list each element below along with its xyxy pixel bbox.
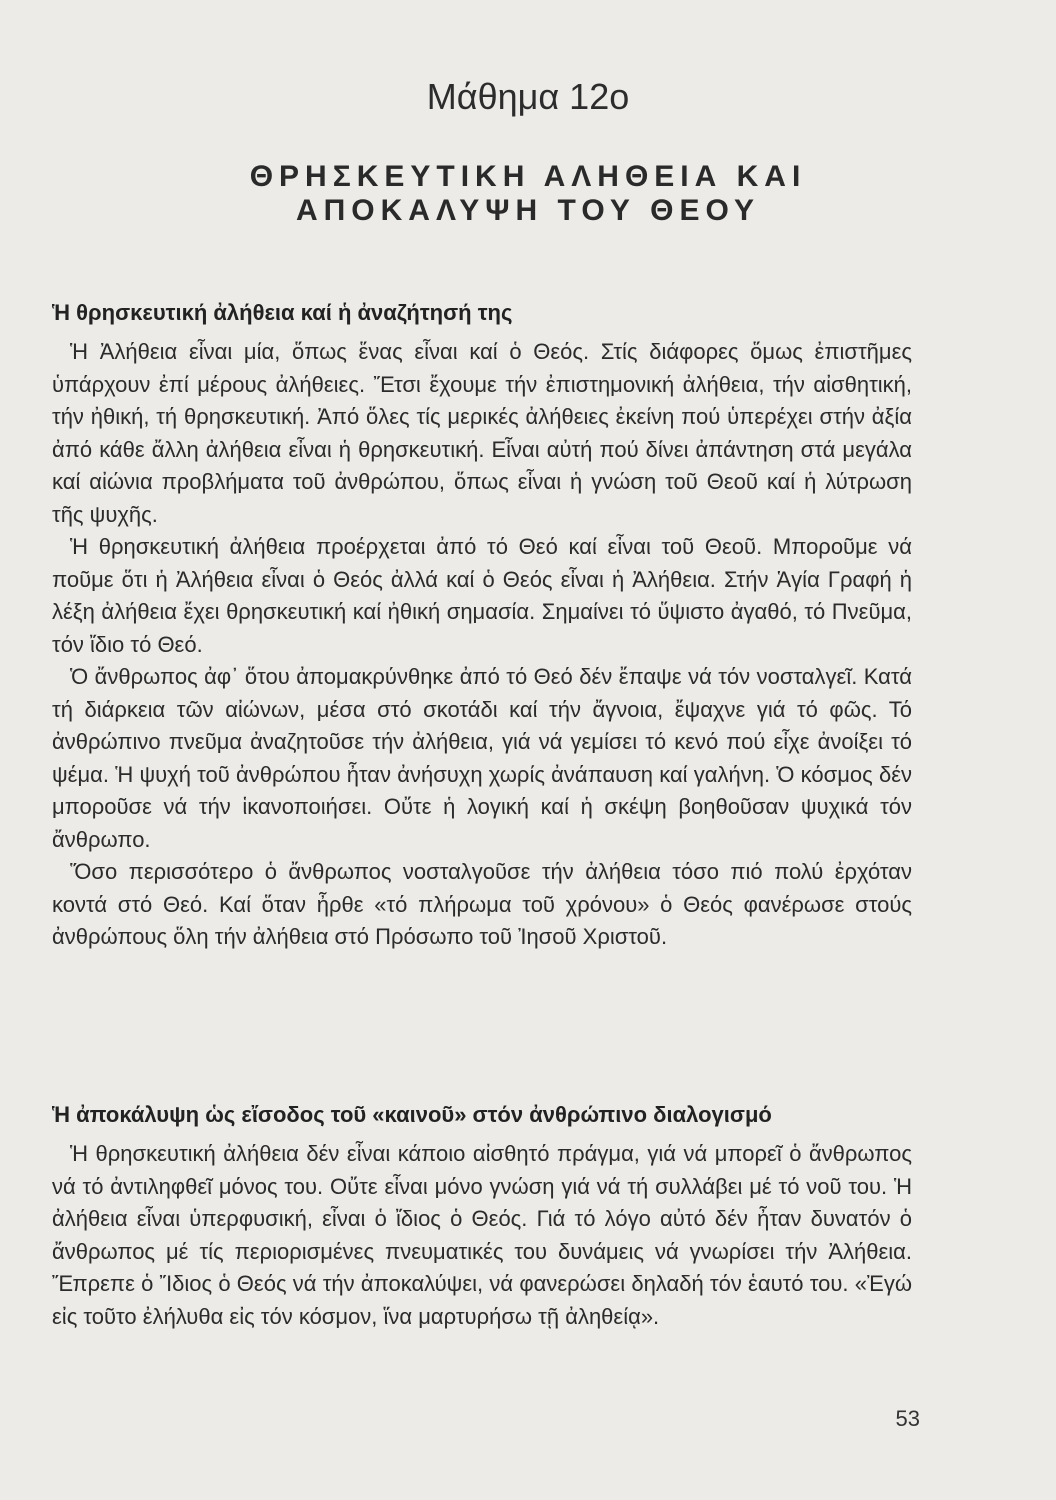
paragraph: Ὁ ἄνθρωπος ἀφ᾽ ὅτου ἀπομακρύνθηκε ἀπό τό Θεό δέν ἔπαψε νά τόν νοσταλγεῖ. Κατά τή διάρκεια τῶν αἰώνων, μέσα στό σκοτάδι καί τήν ἄγνοια, ἔψαχνε γιά τό φῶς. Τό ἀνθρώπινο πνεῦμα ἀναζητοῦσε τήν ἀλήθεια, γιά νά γεμίσει τό κενό πού εἶχε ἀνοίξει τό ψέμα. Ἡ ψυχή τοῦ ἀνθρώπου ἦταν ἀνήσυχη χωρίς ἀνάπαυση καί γαλήνη. Ὁ κόσμος δέν μποροῦσε νά τήν ἱκανοποιήσει. Οὔτε ἡ λογική καί ἡ σκέψη βοηθοῦσαν ψυχικά τόν ἄνθρωπο. <box>52 664 912 852</box>
paragraph: Ἡ θρησκευτική ἀλήθεια προέρχεται ἀπό τό Θεό καί εἶναι τοῦ Θεοῦ. Μποροῦμε νά ποῦμε ὅτι ἡ Ἀλήθεια εἶναι ὁ Θεός ἀλλά καί ὁ Θεός εἶναι ἡ Ἀλήθεια. Στήν Ἁγία Γραφή ἡ λέξη ἀλήθεια ἔχει θρησκευτική καί ἠθική σημασία. Σημαίνει τό ὕψιστο ἀγαθό, τό Πνεῦμα, τόν ἴδιο τό Θεό. <box>52 534 912 657</box>
section-heading: Ἡ θρησκευτική ἀλήθεια καί ἡ ἀναζήτησή της <box>52 300 513 325</box>
section-revelation <box>52 1102 912 1333</box>
section-religious-truth <box>52 300 912 954</box>
main-title-line-1: ΘΡΗΣΚΕΥΤΙΚΗ ΑΛΗΘΕΙΑ ΚΑΙ <box>249 160 807 193</box>
section-heading: Ἡ ἀποκάλυψη ὡς εἴσοδος τοῦ «καινοῦ» στόν ἀνθρώπινο διαλογισμό <box>52 1102 772 1127</box>
lesson-title: Μάθημα 12ο <box>426 76 630 117</box>
paragraph: Ἡ Ἀλήθεια εἶναι μία, ὅπως ἕνας εἶναι καί ὁ Θεός. Στίς διάφορες ὅμως ἐπιστῆμες ὑπάρχουν ἐπί μέρους ἀλήθειες. Ἔτσι ἔχουμε τήν ἐπιστημονική ἀλήθεια, τήν αἰσθητική, τήν ἠθική, τή θρησκευτική. Ἀπό ὅλες τίς μερικές ἀλήθειες ἐκείνη πού ὑπερέχει στήν ἀξία ἀπό κάθε ἄλλη ἀλήθεια εἶναι ἡ θρησκευτική. Εἶναι αὐτή πού δίνει ἀπάντηση στά μεγάλα καί αἰώνια προβλήματα τοῦ ἀνθρώπου, ὅπως εἶναι ἡ γνώση τοῦ Θεοῦ καί ἡ λύτρωση τῆς ψυχῆς. <box>52 339 912 527</box>
paragraph: Ἡ θρησκευτική ἀλήθεια δέν εἶναι κάποιο αἰσθητό πράγμα, γιά νά μπορεῖ ὁ ἄνθρωπος νά τό ἀντιληφθεῖ μόνος του. Οὔτε εἶναι μόνο γνώση γιά νά τή συλλάβει μέ τό νοῦ του. Ἡ ἀλήθεια εἶναι ὑπερφυσική, εἶναι ὁ ἴδιος ὁ Θεός. Γιά τό λόγο αὐτό δέν ἦταν δυνατόν ὁ ἄνθρωπος μέ τίς περιορισμένες πνευματικές του δυνάμεις νά γνωρίσει τήν Ἀλήθεια. Ἔπρεπε ὁ Ἴδιος ὁ Θεός νά τήν ἀποκαλύψει, νά φανερώσει δηλαδή τόν ἑαυτό του. «Ἐγώ εἰς τοῦτο ἐλήλυθα εἰς τόν κόσμον, ἵνα μαρτυρήσω τῇ ἀληθείᾳ». <box>52 1141 912 1329</box>
main-title-line-2: ΑΠΟΚΑΛΥΨΗ ΤΟΥ ΘΕΟΥ <box>295 194 761 227</box>
main-title <box>0 160 1056 228</box>
paragraph: Ὅσο περισσότερο ὁ ἄνθρωπος νοσταλγοῦσε τήν ἀλήθεια τόσο πιό πολύ ἐρχόταν κοντά στό Θεό. Καί ὅταν ἦρθε «τό πλήρωμα τοῦ χρόνου» ὁ Θεός φανέρωσε στούς ἀνθρώπους ὅλη τήν ἀλήθεια στό Πρόσωπο τοῦ Ἰησοῦ Χριστοῦ. <box>52 859 912 949</box>
page-number: 53 <box>895 1406 920 1431</box>
